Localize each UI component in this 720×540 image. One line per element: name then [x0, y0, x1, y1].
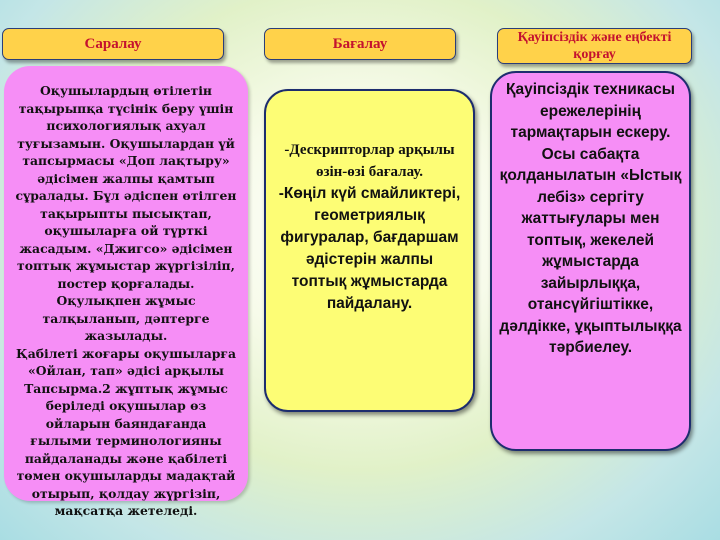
safety-paragraph-1: Қауіпсіздік техникасы ережелерінің тармақтарын ескеру.	[506, 81, 675, 141]
differentiation-paragraph-2: Қабілеті жоғары оқушыларға «Ойлан, тап» әдісі арқылы Тапсырма.2 жұптық жұмыс беріледі оқушылар өз ойларын баяндағанда ғылыми терминологияны пайдаланады және қабілеті төмен оқушыларды мадақтай отырып, қолдау жүргізіп, мақсатқа жетеледі.	[15, 345, 237, 518]
safety-paragraph-2: Осы сабақта қолданылатын «Ыстық лебіз» сергіту жаттығулары мен топтық, жекелей жұмыстарда зайырлыққа, отансүйгіштікке, дәлдікке, ұқыптылыққа тәрбиелеу.	[499, 145, 682, 356]
header-bagalau: Бағалау	[264, 28, 456, 60]
safety-box	[490, 71, 691, 451]
header-saralau: Саралау	[2, 28, 224, 60]
differentiation-box	[4, 66, 248, 518]
differentiation-paragraph-1: Оқушылардың өтілетін тақырыпқа түсінік беру үшін психологиялық ахуал туғызамын. Оқушылардан үй тапсырмасы «Доп лақтыру» әдісімен жалпы қамтып сұралады. Бұл әдіспен өтілген тақырыпты пысықтап, оқушыларға ой түрткі жасадым. «Джигсо» әдісімен топтық жұмыстар жүргізіліп, постер қорғалады. Оқулықпен жұмыс талқыланып, дәптерге жазылады.	[15, 83, 237, 343]
header-safety: Қауіпсіздік және еңбекті қорғау	[497, 28, 692, 64]
assessment-line-descriptors: -Дескрипторлар арқылы өзін-өзі бағалау.	[284, 142, 455, 180]
assessment-line-methods: -Көңіл күй смайликтері, геометриялық фигуралар, бағдаршам әдістерін жалпы топтық жұмыстарда пайдалану.	[278, 185, 461, 312]
assessment-box	[264, 89, 475, 412]
